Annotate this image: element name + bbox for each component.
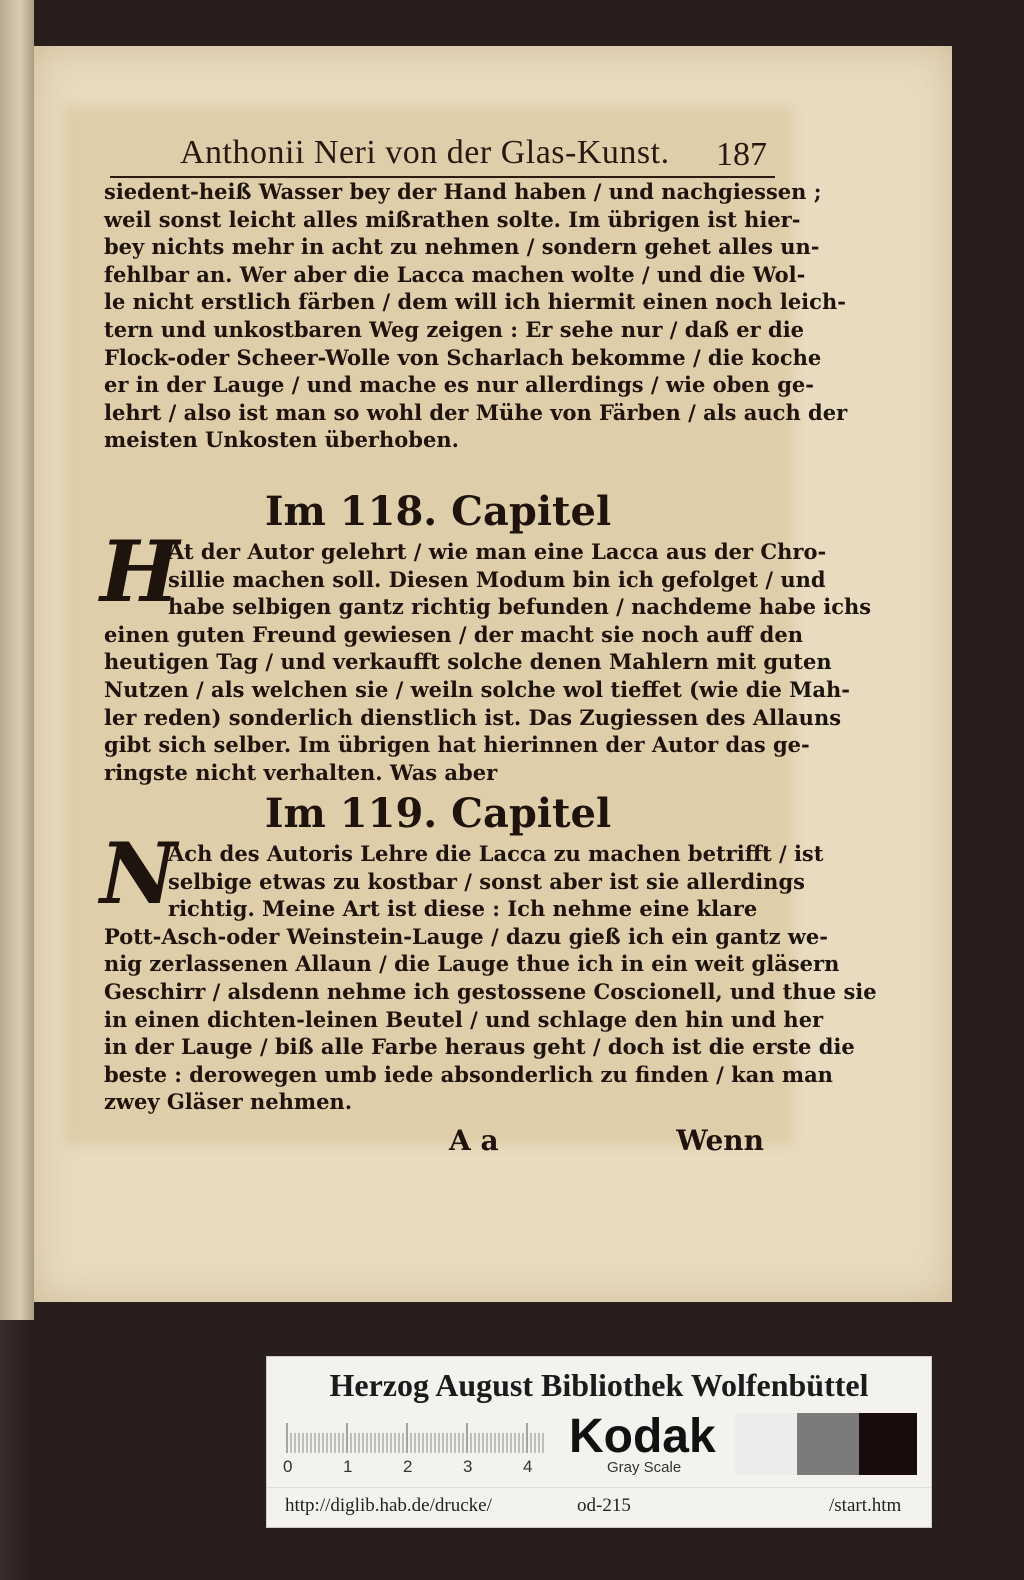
text-line: habe selbigen gantz richtig befunden / nachdeme habe ichs [168,594,872,620]
text-line: bey nichts mehr in acht zu nehmen / sondern gehet alles un- [104,234,820,260]
text-line: Geschirr / alsdenn nehme ich gestossene Coscionell, und thue sie [104,978,877,1004]
url-middle: od-215 [577,1495,631,1516]
page-header [110,130,775,178]
text-line: tern und unkostbaren Weg zeigen : Er sehe nur / daß er die [104,316,805,342]
text-line: le nicht erstlich färben / dem will ich hiermit einen noch leich- [104,289,846,315]
text-line: nig zerlassenen Allaun / die Lauge thue ich in ein weit gläsern [104,951,840,977]
page-number: 187 [716,136,767,173]
ruler-label: 4 [523,1457,533,1476]
text-line: At der Autor gelehrt / wie man eine Lacca aus der Chro- [168,539,827,564]
drop-cap-h: H [100,522,180,621]
catchword: Wenn [676,1124,764,1157]
gray-scale-label: Gray Scale [607,1459,682,1476]
text-line: ringste nicht verhalten. Was aber [104,759,498,785]
ruler-label: 1 [343,1457,353,1476]
text-line: fehlbar an. Wer aber die Lacca machen wolte / und die Wol- [104,261,806,287]
ruler-label: 3 [463,1457,473,1476]
text-line: Nutzen / als welchen sie / weiln solche wol tieffet (wie die Mah- [104,676,850,702]
adjacent-page-edge [0,0,34,1320]
url-row [267,1495,931,1523]
kodak-logo: Kodak [569,1410,716,1463]
text-line: selbige etwas zu kostbar / sonst aber ist sie allerdings [168,868,805,894]
ruler-label: 2 [403,1457,413,1476]
page-footer [104,1124,764,1164]
text-line: beste : derowegen umb iede absonderlich zu finden / kan man [104,1061,833,1087]
swatch-light [735,1413,797,1475]
chapter-118-heading: Im 118. Capitel [264,488,612,535]
drop-cap-n: N [100,824,177,923]
ruler-scale [283,1419,553,1455]
chapter-118-body [104,538,872,786]
url-right: /start.htm [829,1495,902,1516]
text-line: heutigen Tag / und verkaufft solche denen Mahlern mit guten [104,649,832,675]
swatch-mid-gray [797,1413,859,1475]
text-line: weil sonst leicht alles mißrathen solte. Im übrigen ist hier- [104,206,801,232]
book-cover-edge [0,1320,30,1580]
text-line: siedent-heiß Wasser bey der Hand haben / und nachgiessen ; [104,179,822,204]
text-line: ler reden) sonderlich dienstlich ist. Das Zugiessen des Allauns [104,704,842,730]
card-divider [267,1487,931,1488]
signature-mark: A a [449,1124,499,1157]
chapter-119-body [104,840,877,1116]
running-title: Anthonii Neri von der Glas-Kunst. [180,134,670,171]
text-line: richtig. Meine Art ist diese : Ich nehme eine klare [168,896,758,922]
library-name: Herzog August Bibliothek Wolfenbüttel [329,1367,869,1403]
kodak-gray-scale-card [266,1356,932,1528]
url-left: http://diglib.hab.de/drucke/ [285,1495,492,1516]
text-line: in der Lauge / biß alle Farbe heraus geht / doch ist die erste die [104,1034,855,1060]
text-line: in einen dichten-leinen Beutel / und schlage den hin und her [104,1006,824,1032]
text-line: einen guten Freund gewiesen / der macht sie noch auff den [104,621,803,647]
paragraph-top [104,178,848,454]
chapter-119-heading: Im 119. Capitel [264,790,612,837]
ruler-labels [281,1457,561,1481]
text-line: zwey Gläser nehmen. [104,1089,353,1115]
text-line: sillie machen soll. Diesen Modum bin ich gefolget / und [168,566,826,592]
text-line: Ach des Autoris Lehre die Lacca zu machen betrifft / ist [168,841,824,866]
text-line: er in der Lauge / und mache es nur allerdings / wie oben ge- [104,372,815,398]
swatch-dark [859,1413,917,1475]
text-line: Flock-oder Scheer-Wolle von Scharlach bekomme / die koche [104,344,822,370]
ruler-label: 0 [283,1457,293,1476]
text-line: lehrt / also ist man so wohl der Mühe von Färben / als auch der [104,399,848,425]
text-line: gibt sich selber. Im übrigen hat hierinnen der Autor das ge- [104,732,810,758]
text-line: meisten Unkosten überhoben. [104,427,459,453]
text-line: Pott-Asch-oder Weinstein-Lauge / dazu gieß ich ein gantz we- [104,923,828,949]
